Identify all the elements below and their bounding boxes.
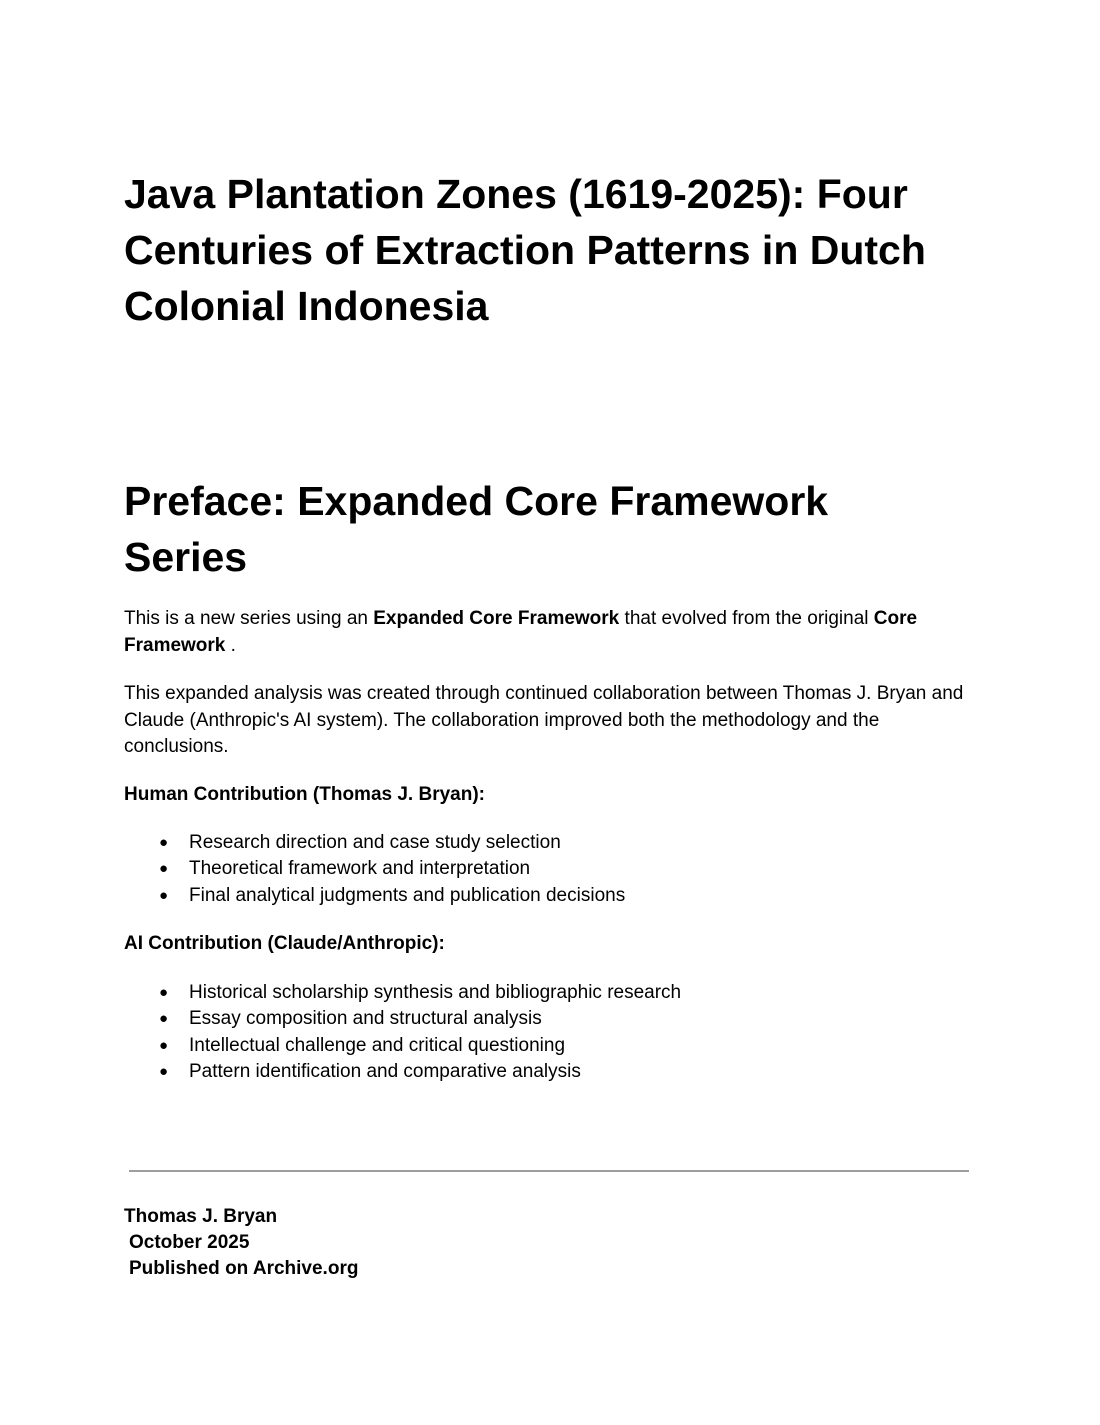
author-name: Thomas J. Bryan: [124, 1206, 278, 1227]
intro-text-2: that evolved from the original: [619, 608, 874, 629]
list-item-text: Theoretical framework and interpretation: [189, 858, 531, 880]
bullet-icon: ●: [159, 834, 169, 851]
human-contribution-label: Human Contribution (Thomas J. Bryan):: [124, 784, 485, 805]
ai-contribution-list: [124, 980, 681, 1085]
list-item: [124, 830, 625, 856]
horizontal-divider: [129, 1170, 969, 1172]
list-item-text: Intellectual challenge and critical questioning: [189, 1034, 566, 1056]
bullet-icon: ●: [159, 1036, 169, 1054]
publication-venue: Published on Archive.org: [129, 1258, 359, 1279]
core-framework-term: Core Framework: [124, 608, 918, 656]
bullet-icon: ●: [159, 860, 169, 878]
list-item: [124, 883, 625, 909]
bullet-icon: ●: [159, 984, 169, 1001]
preface-heading: Preface: Expanded Core Framework Series: [124, 478, 829, 580]
human-contribution-list: [124, 830, 625, 909]
list-item: [124, 980, 681, 1006]
bullet-icon: ●: [159, 1062, 169, 1080]
publication-date: October 2025: [129, 1232, 250, 1253]
bullet-icon: ●: [159, 1010, 169, 1028]
ai-contribution-label: AI Contribution (Claude/Anthropic):: [124, 933, 445, 954]
intro-text-1: This is a new series using an: [124, 608, 374, 629]
list-item: [124, 1059, 681, 1085]
list-item: [124, 856, 625, 882]
list-item-text: Research direction and case study selection: [189, 832, 561, 853]
document-title: Java Plantation Zones (1619-2025): Four Centuries of Extraction Patterns in Dutch Colonial Indonesia: [124, 171, 926, 329]
author-signature-block: [124, 1204, 358, 1282]
list-item-text: Final analytical judgments and publication decisions: [189, 884, 626, 906]
bullet-icon: ●: [159, 886, 169, 904]
list-item: [124, 1006, 681, 1032]
intro-text-3: .: [225, 634, 236, 656]
list-item-text: Historical scholarship synthesis and bibliographic research: [189, 982, 682, 1003]
list-item-text: Pattern identification and comparative analysis: [189, 1060, 581, 1082]
list-item-text: Essay composition and structural analysis: [189, 1008, 542, 1030]
expanded-framework-term: Expanded Core Framework: [373, 608, 620, 629]
list-item: [124, 1033, 681, 1059]
collaboration-paragraph: This expanded analysis was created through continued collaboration between Thomas J. Bryan and Claude (Anthropic's AI system). The collaboration improved both the methodology and the conclusions.: [124, 683, 964, 757]
preface-intro-paragraph: [124, 606, 974, 659]
